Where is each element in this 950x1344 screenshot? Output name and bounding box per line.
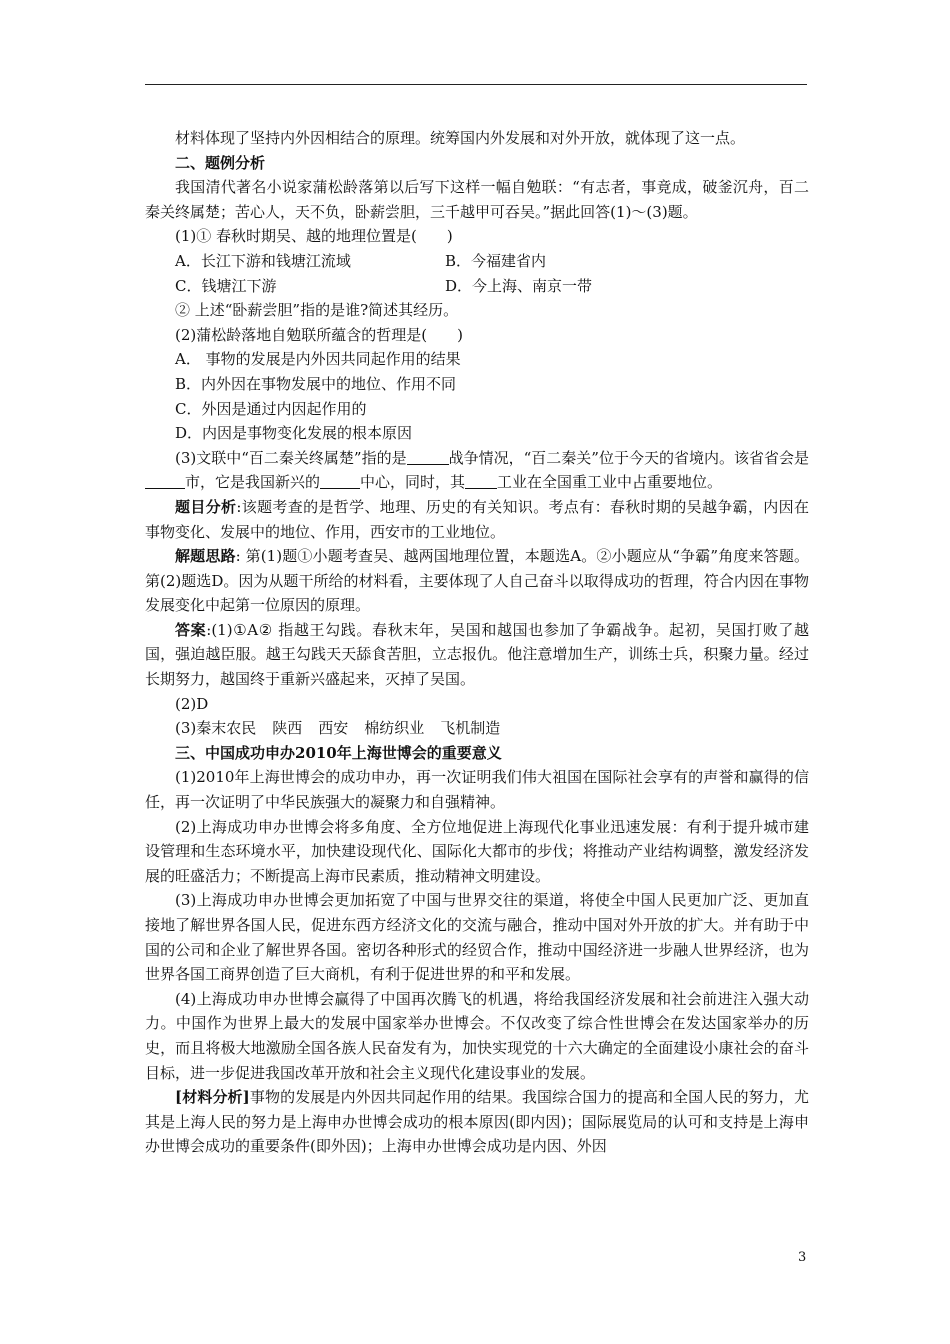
option: D．今上海、南京一带	[445, 276, 593, 295]
question: ② 上述“卧薪尝胆”指的是谁?简述其经历。	[175, 301, 459, 320]
paragraph: (3)上海成功申办世博会更加拓宽了中国与世界交往的渠道，将使全中国人民更加广泛、更加直接地了解世界各国人民，促进东西方经济文化的交流与融合，推动中国对外开放的扩大。并有助于中国的公司和企业了解世界各国。密切各种形式的经贸合作，推动中国经济进一步融人世界经济，也为世界各国工商界创造了巨大商机，有利于促进世界的和平和发展。	[145, 891, 809, 984]
question-text: 战争情况，“百二秦关”位于今天的省境内。该省省会是	[448, 448, 810, 467]
answer-blank	[320, 472, 360, 489]
question: (1)① 春秋时期吴、越的地理位置是( )	[175, 227, 453, 246]
answer-blank	[407, 448, 449, 465]
question-text: 市，它是我国新兴的	[185, 473, 321, 492]
paragraph: 材料体现了坚持内外因相结合的原理。统筹国内外发展和对外开放，就体现了这一点。	[175, 129, 746, 147]
answer-item: (3)秦末农民	[175, 719, 257, 738]
answer-label: 答案	[175, 620, 207, 639]
analysis-paragraph	[145, 495, 809, 544]
answer-item: 陕西	[272, 719, 303, 738]
material-analysis-text: 事物的发展是内外因共同起作用的结果。我国综合国力的提高和全国人民的努力，尤其是上海人民的努力是上海申办世博会成功的根本原因(即内因)；国际展览局的认可和支持是上海申办世博会成功的重要条件(即外因)；上海申办世博会成功是内因、外因	[145, 1088, 809, 1156]
page-number: 3	[798, 1250, 807, 1265]
option: B．今福建省内	[445, 251, 547, 270]
question: (2)蒲松龄落地自勉联所蕴含的哲理是( )	[175, 325, 463, 344]
answer-item: 飞机制造	[440, 719, 501, 738]
section-heading: 二、题例分析	[175, 153, 266, 172]
option: C．外因是通过内因起作用的	[175, 399, 367, 418]
answer-text: :(1)①A② 指越王勾践。春秋末年，吴国和越国也参加了争霸战争。起初，吴国打败了越国，强迫越臣服。越王勾践天天舔食苦胆，立志报仇。他注意增加生产，训练士兵，积聚力量。经过长期努力，越国终于重新兴盛起来，灭掉了吴国。	[145, 620, 809, 689]
option: C．钱塘江下游	[175, 276, 277, 295]
section-heading: 三、中国成功申办2010年上海世博会的重要意义	[175, 743, 502, 762]
paragraph: (4)上海成功申办世博会赢得了中国再次腾飞的机遇，将给我国经济发展和社会前进注入强大动力。中国作为世界上最大的发展中国家举办世博会。不仅改变了综合性世博会在发达国家举办的历史，而且将极大地激励全国各族人民奋发有为，加快实现党的十六大确定的全面建设小康社会的奋斗目标，进一步促进我国改革开放和社会主义现代化建设事业的发展。	[145, 989, 809, 1082]
question-text: 工业在全国重工业中占重要地位。	[497, 473, 723, 492]
question-text: (3)文联中“百二秦关终属楚”指的是	[175, 448, 407, 467]
option: B．内外因在事物发展中的地位、作用不同	[175, 374, 457, 393]
option: D．内因是事物变化发展的根本原因	[175, 424, 413, 443]
answer-item: 西安	[318, 719, 349, 738]
analysis-label: 题目分析	[175, 497, 237, 516]
material-analysis-label: [材料分析]	[175, 1088, 250, 1107]
fill-in-question	[145, 446, 809, 495]
option: A．长江下游和钱塘江流域	[175, 251, 351, 270]
answer-blank	[465, 472, 497, 489]
answer-line: (2)D	[175, 694, 209, 713]
paragraph: 我国清代著名小说家蒲松龄落第以后写下这样一幅自勉联：“有志者，事竟成，破釜沉舟，百二秦关终属楚；苦心人，天不负，卧薪尝胆，三千越甲可吞吴。”据此回答(1)～(3)题。	[145, 178, 809, 221]
idea-label: 解题思路	[175, 547, 236, 566]
question-text: 中心，同时，其	[360, 473, 466, 492]
header-rule	[145, 84, 807, 85]
idea-paragraph	[145, 544, 809, 618]
paragraph: (2)上海成功申办世博会将多角度、全方位地促进上海现代化事业迅速发展：有利于提升城市建设管理和生态环境水平，加快建设现代化、国际化大都市的步伐；将推动产业结构调整，激发经济发展的旺盛活力；不断提高上海市民素质，推动精神文明建设。	[145, 817, 809, 885]
answer-paragraph	[145, 618, 809, 692]
option-row	[145, 274, 809, 299]
answer-line	[145, 716, 809, 741]
idea-text: : 第(1)题①小题考查吴、越两国地理位置，本题选A。②小题应从“争霸”角度来答题。第(2)题选D。因为从题干所给的材料看，主要体现了人自己奋斗以取得成功的哲理，符合内因在事物发展变化中起第一位原因的原理。	[145, 547, 809, 615]
option-row	[145, 249, 809, 274]
analysis-text: :该题考查的是哲学、地理、历史的有关知识。考点有：春秋时期的吴越争霸，内因在事物变化、发展中的地位、作用，西安市的工业地位。	[145, 497, 809, 541]
material-analysis-paragraph	[145, 1085, 809, 1159]
document-body	[145, 126, 809, 1159]
answer-item: 棉纺织业	[364, 719, 425, 738]
answer-blank	[145, 472, 185, 489]
option: A． 事物的发展是内外因共同起作用的结果	[175, 350, 461, 369]
paragraph: (1)2010年上海世博会的成功申办，再一次证明我们伟大祖国在国际社会享有的声誉和赢得的信任，再一次证明了中华民族强大的凝聚力和自强精神。	[145, 768, 809, 812]
